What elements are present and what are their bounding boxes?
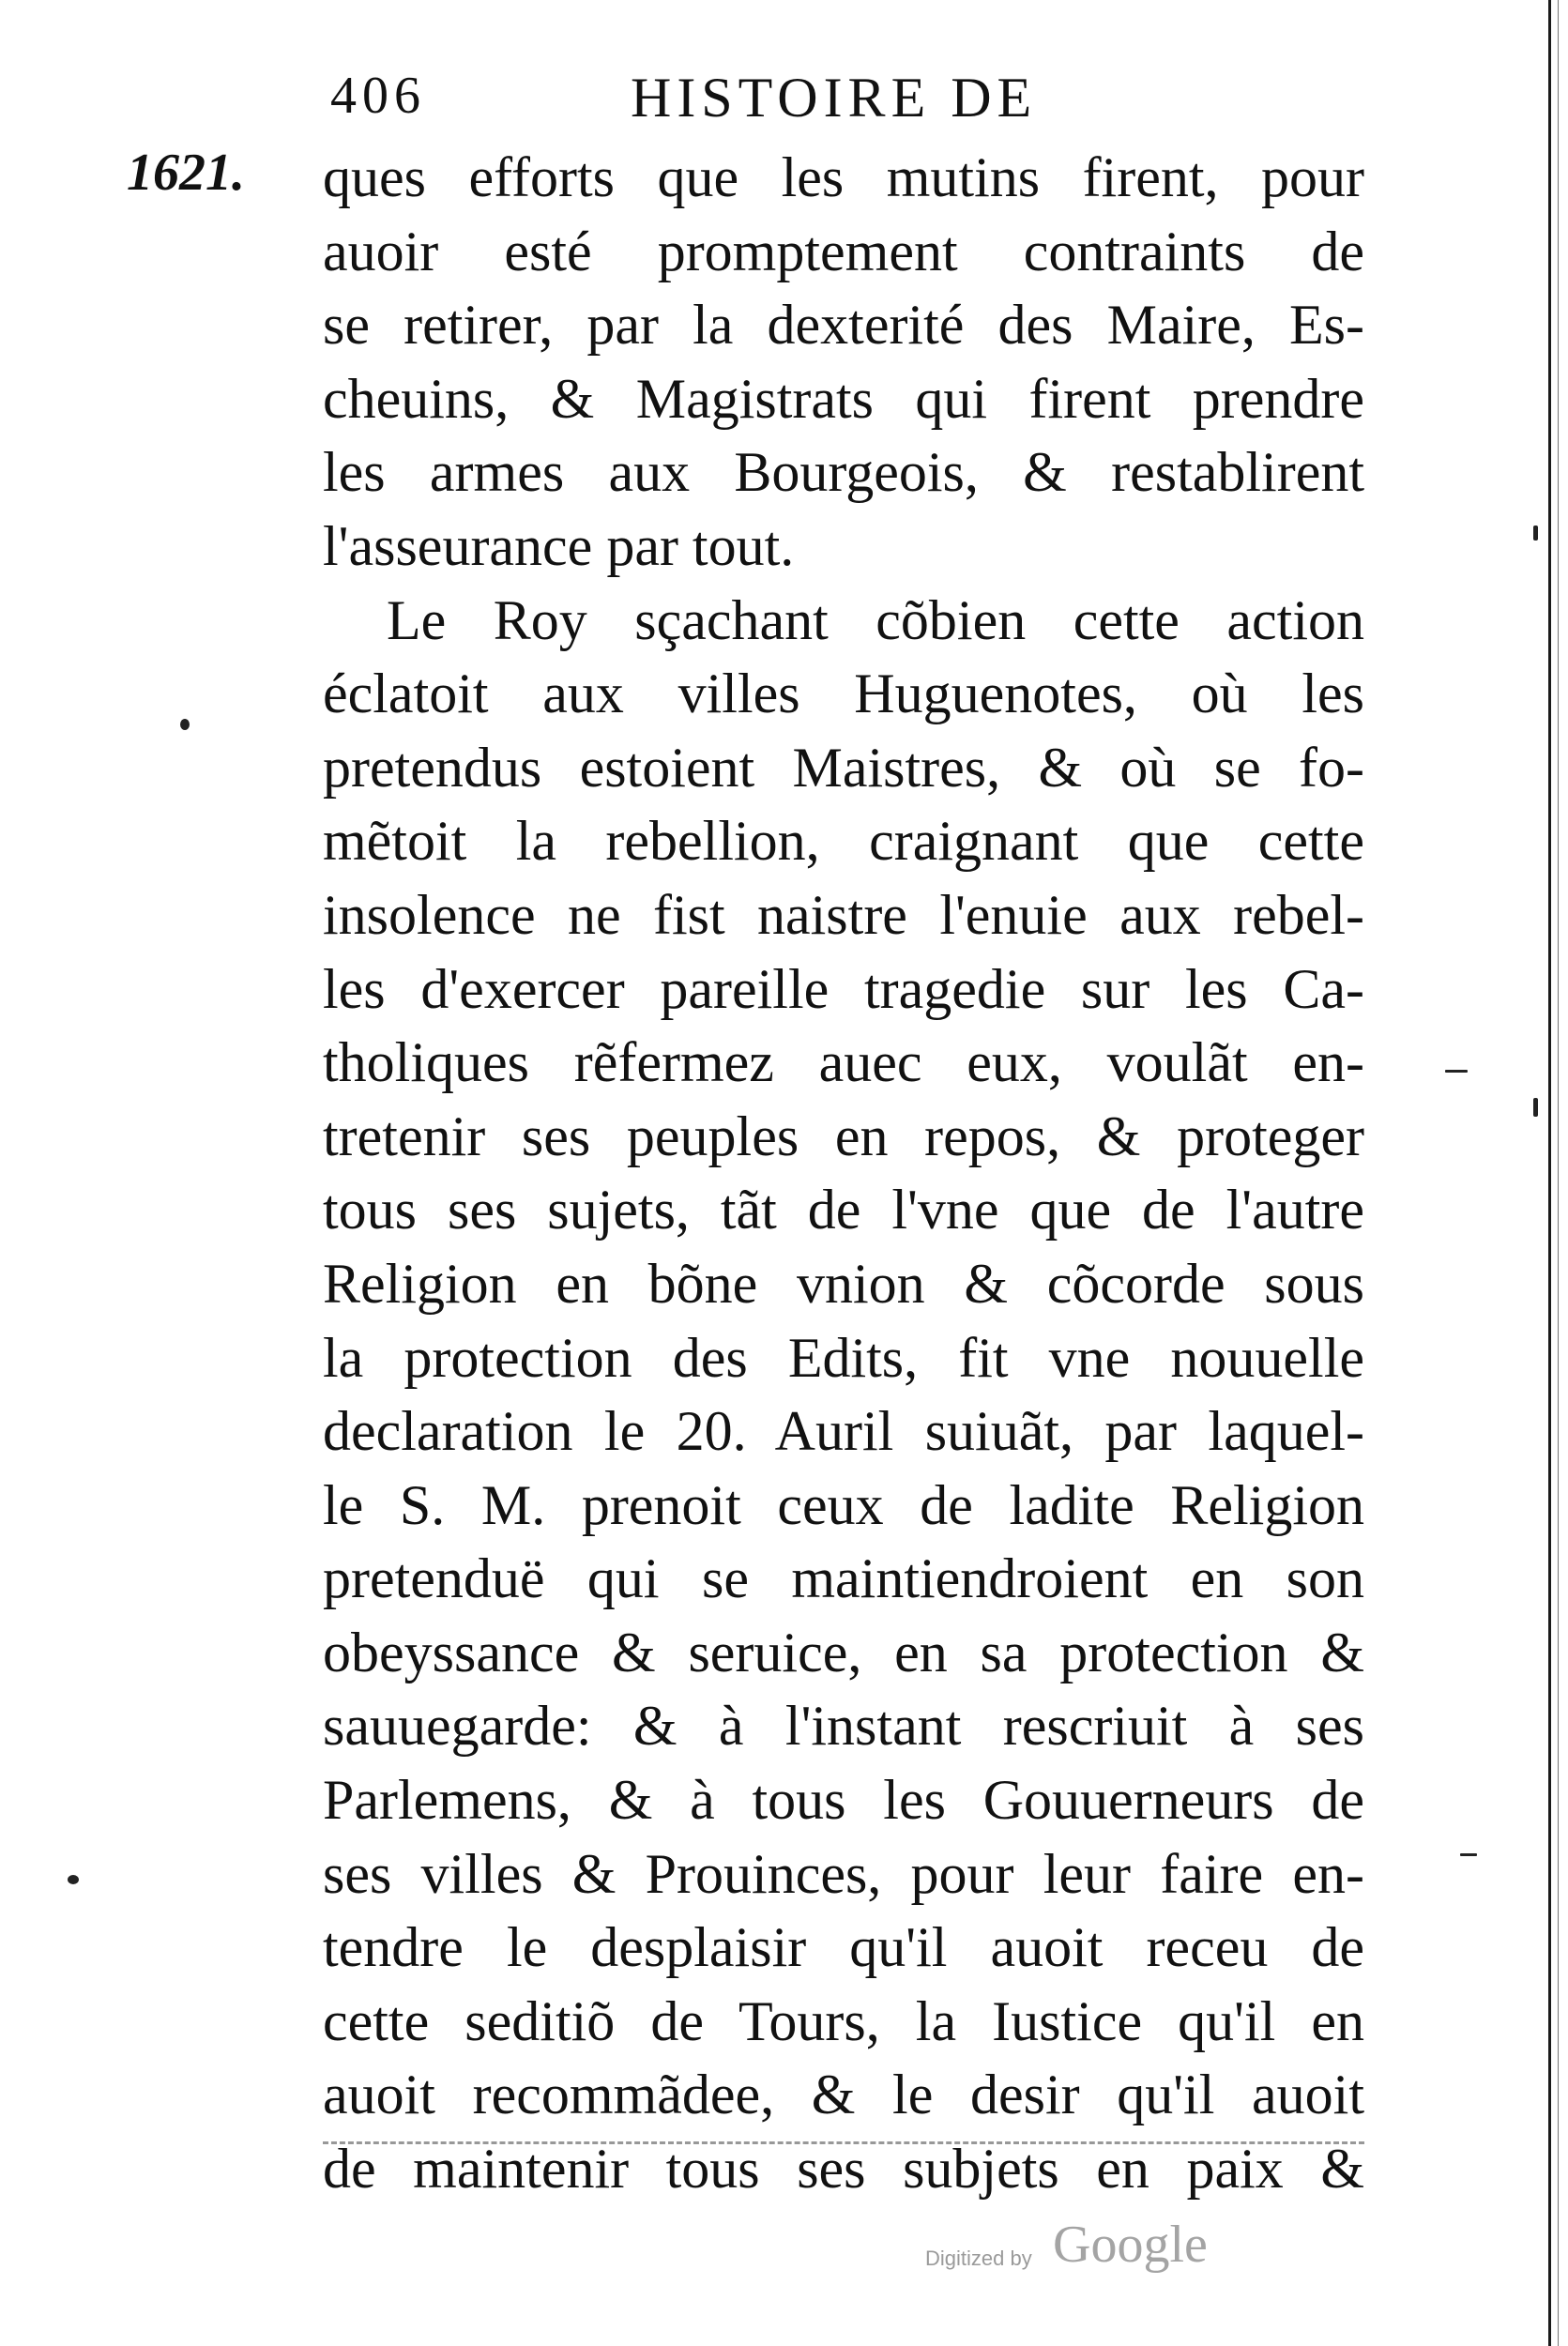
text-line: les armes aux Bourgeois, & restablirent	[323, 441, 1364, 504]
text-line: cheuins, & Magistrats qui firent prendre	[323, 367, 1364, 430]
margin-year-note: 1621.	[127, 144, 245, 202]
body-text	[323, 141, 1364, 2206]
text-line: éclatoit aux villes Huguenotes, où les	[323, 663, 1364, 725]
text-line: tous ses sujets, tãt de l'vne que de l'autre	[323, 1179, 1364, 1242]
text-line: sauuegarde: & à l'instant rescriuit à ses	[323, 1695, 1364, 1758]
text-line: mẽtoit la rebellion, craignant que cette	[323, 810, 1364, 873]
text-line: pretenduë qui se maintiendroient en son	[323, 1547, 1364, 1610]
text-line: se retirer, par la dexterité des Maire, Es-	[323, 294, 1364, 357]
ink-speck	[1533, 1098, 1538, 1117]
ink-speck	[1460, 1853, 1477, 1856]
text-line: auoit recommãdee, & le desir qu'il auoit	[323, 2064, 1364, 2126]
text-line: obeyssance & seruice, en sa protection &	[323, 1621, 1364, 1683]
text-line: ses villes & Prouinces, pour leur faire en-	[323, 1842, 1364, 1905]
text-line: tholiques rẽfermez auec eux, voulãt en-	[323, 1031, 1364, 1094]
watermark-prefix: Digitized by	[925, 2247, 1032, 2270]
text-line: le S. M. prenoit ceux de ladite Religion	[323, 1473, 1364, 1536]
text-line: de maintenir tous ses subjets en paix &	[323, 2138, 1364, 2201]
text-line: ques efforts que les mutins firent, pour	[323, 146, 1364, 208]
text-line: les d'exercer pareille tragedie sur les Ca-	[323, 957, 1364, 1020]
text-line: declaration le 20. Auril suiuãt, par laquel-	[323, 1400, 1364, 1463]
text-line: cette seditiõ de Tours, la Iustice qu'il en	[323, 1989, 1364, 2052]
running-head	[330, 66, 1175, 141]
page-number: 406	[330, 67, 426, 125]
text-line: pretendus estoient Maistres, & où se fo-	[323, 736, 1364, 799]
ink-speck	[180, 719, 190, 730]
text-line: tendre le desplaisir qu'il auoit receu de	[323, 1916, 1364, 1979]
text-line: la protection des Edits, fit vne nouuelle	[323, 1326, 1364, 1389]
text-line: insolence ne fist naistre l'enuie aux rebel-	[323, 883, 1364, 946]
text-line: l'asseurance par tout.	[323, 514, 795, 577]
watermark-brand: Google	[1053, 2216, 1208, 2274]
text-line: Religion en bõne vnion & cõcorde sous	[323, 1252, 1364, 1315]
page-edge-line	[1548, 0, 1551, 2346]
text-line: auoir esté promptement contraints de	[323, 220, 1364, 282]
ink-speck	[1533, 526, 1538, 541]
ink-speck	[1445, 1070, 1468, 1073]
page-edge-shadow	[1558, 0, 1559, 2346]
ink-speck	[68, 1875, 79, 1884]
text-line: Le Roy sçachant cõbien cette action	[387, 588, 1364, 651]
text-line: tretenir ses peuples en repos, & proteger	[323, 1104, 1364, 1167]
digitized-watermark	[925, 2215, 1263, 2290]
text-line: Parlemens, & à tous les Gouuerneurs de	[323, 1769, 1364, 1832]
footer-rule	[323, 2141, 1364, 2144]
running-title: HISTOIRE DE	[631, 67, 1038, 129]
